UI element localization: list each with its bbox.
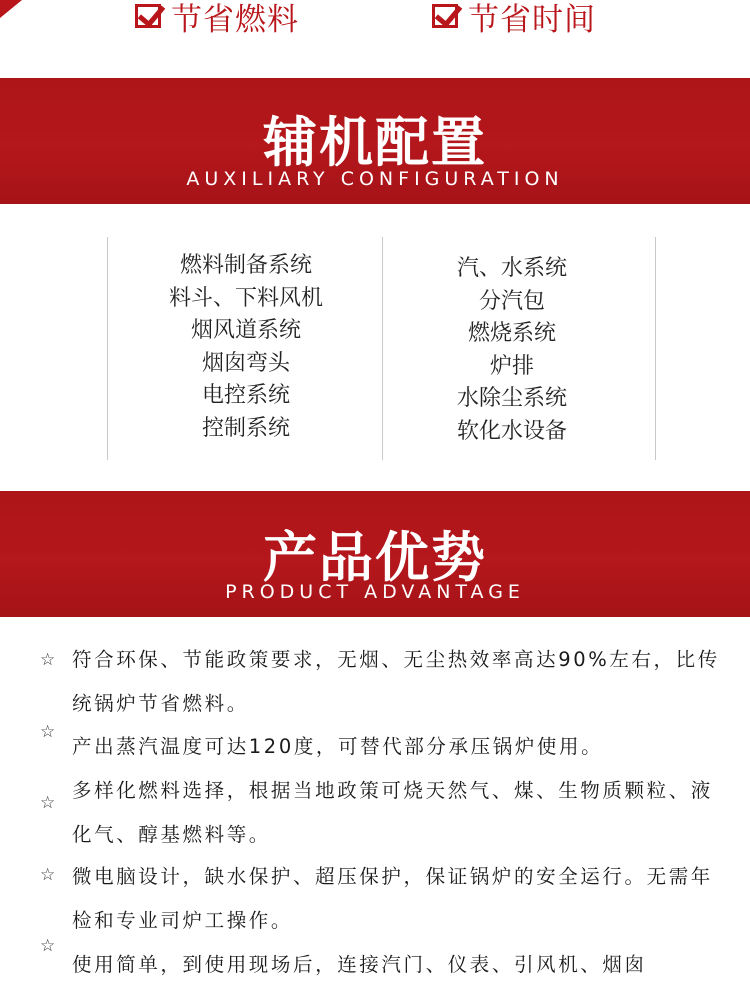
star-icon: ☆	[40, 650, 56, 670]
list-item: 燃烧系统	[467, 321, 556, 346]
advantage-text: 微电脑设计，缺水保护、超压保护，保证锅炉的安全运行。无需年检和专业司炉工操作。	[72, 865, 713, 932]
list-item: 水除尘系统	[456, 386, 567, 411]
list-item: 软化水设备	[456, 418, 567, 444]
star-icon: ☆	[40, 936, 56, 956]
advantage-title: 产品优势	[263, 526, 487, 589]
feature-save-time	[432, 0, 596, 38]
advantage-text: 产出蒸汽温度可达120度，可替代部分承压锅炉使用。	[72, 735, 604, 758]
advantage-text: 符合环保、节能政策要求，无烟、无尘热效率高达90%左右，比传统锅炉节省燃料。	[72, 648, 720, 715]
star-icon: ☆	[40, 793, 56, 813]
feature-save-fuel	[135, 0, 299, 38]
list-item: 燃料制备系统	[179, 253, 312, 278]
advantage-subtitle: PRODUCT ADVANTAGE	[225, 581, 525, 603]
auxiliary-right-list	[376, 253, 648, 448]
feature-label: 节省燃料	[171, 1, 299, 38]
checkbox-icon	[432, 4, 458, 28]
list-item: 料斗、下料风机	[168, 285, 323, 311]
list-item: 烟囱弯头	[201, 350, 290, 376]
top-feature-strip	[0, 0, 750, 75]
list-item: 电控系统	[201, 383, 290, 408]
auxiliary-left-list	[110, 250, 382, 445]
advantage-text: 多样化燃料选择，根据当地政策可烧天然气、煤、生物质颗粒、液化气、醇基燃料等。	[72, 779, 713, 846]
divider-right	[655, 237, 656, 460]
list-item: 烟风道系统	[190, 318, 301, 343]
divider-left	[107, 237, 108, 460]
star-icon: ☆	[40, 722, 56, 742]
list-item: 控制系统	[201, 415, 290, 441]
list-item: 分汽包	[478, 288, 545, 314]
auxiliary-banner	[0, 78, 750, 204]
auxiliary-subtitle: AUXILIARY CONFIGURATION	[186, 168, 564, 190]
advantage-text: 使用简单，到使用现场后，连接汽门、仪表、引风机、烟囱	[72, 953, 647, 976]
corner-decoration	[0, 0, 22, 18]
auxiliary-title: 辅机配置	[263, 111, 487, 174]
star-icon: ☆	[40, 865, 56, 885]
list-item: 汽、水系统	[456, 256, 567, 281]
advantage-banner	[0, 491, 750, 617]
list-item: 炉排	[489, 353, 534, 379]
checkbox-icon	[135, 4, 161, 28]
feature-label: 节省时间	[468, 1, 596, 38]
